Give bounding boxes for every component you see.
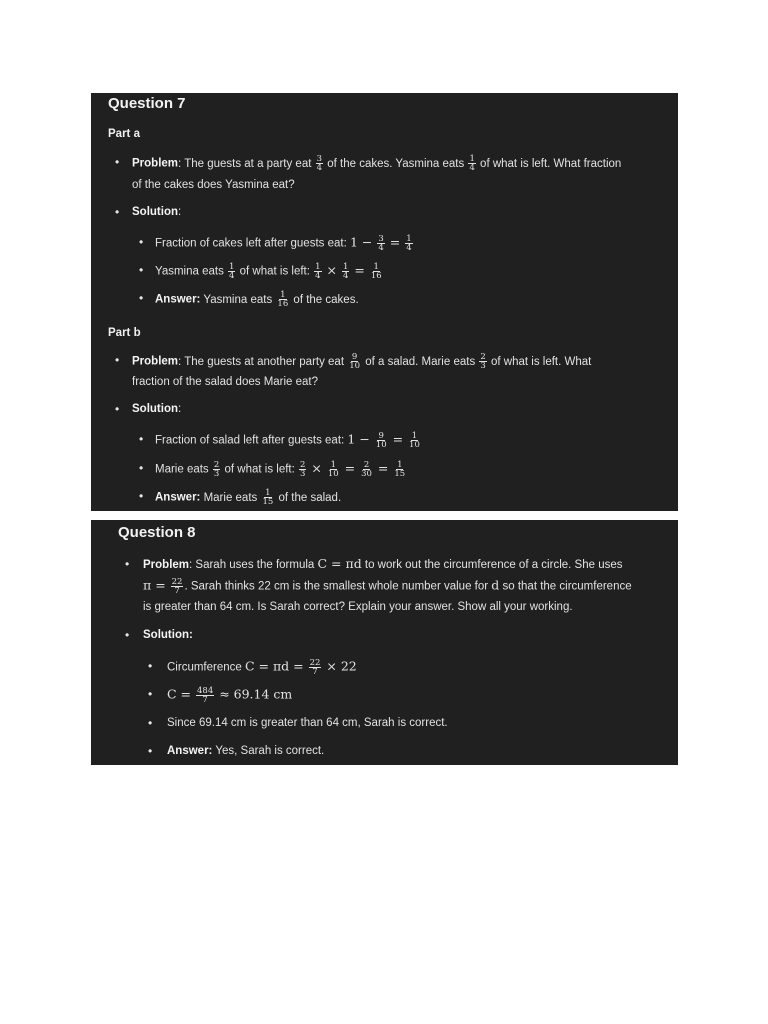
fraction [375, 432, 388, 449]
bullet-dot: • [115, 353, 120, 367]
fraction [377, 235, 384, 252]
fraction-denominator: 30 [361, 469, 372, 479]
question-7-panel [91, 93, 678, 511]
fraction-numerator: 9 [351, 352, 358, 362]
question-8-title: Question 8 [118, 524, 196, 541]
fraction-numerator: 1 [315, 262, 321, 272]
fraction-denominator: 3 [300, 469, 306, 479]
fraction-denominator: 4 [406, 243, 412, 253]
fraction-numerator: 484 [197, 686, 214, 696]
fraction-denominator: 16 [370, 271, 382, 281]
text-run: Yasmina eats [155, 265, 228, 278]
fraction-denominator: 7 [202, 695, 208, 705]
fraction-denominator: 3 [480, 361, 486, 371]
fraction-denominator: 15 [394, 469, 406, 479]
fraction [370, 263, 383, 280]
text-run: : The guests at a party eat [178, 157, 315, 170]
part-a-problem-line1 [132, 155, 621, 172]
fraction [213, 461, 220, 478]
q8-step-2 [167, 687, 292, 704]
bullet-dot: • [115, 205, 120, 219]
text-run: Yasmina eats [200, 293, 276, 306]
math-expression: C = [167, 686, 195, 702]
fraction [342, 263, 349, 280]
text-run: of the cakes. Yasmina eats [324, 157, 468, 170]
bullet-dot: • [148, 716, 153, 730]
part-a-step-1 [155, 235, 414, 252]
q8-problem-line2 [143, 578, 632, 595]
fraction-denominator: 4 [342, 271, 349, 281]
bullet-dot: • [139, 489, 144, 503]
text-run: of the cakes. [290, 293, 359, 306]
problem-label: Problem [132, 157, 179, 170]
part-b-solution-heading: Solution: [132, 403, 182, 415]
fraction-numerator: 1 [229, 262, 235, 272]
solution-label: Solution [132, 206, 178, 218]
fraction [228, 263, 235, 280]
solution-label: Solution [132, 403, 178, 415]
fraction [408, 432, 421, 449]
question-7-title: Question 7 [108, 95, 186, 112]
fraction-numerator: 1 [265, 488, 271, 498]
bullet-dot: • [115, 402, 120, 416]
question-8-panel [91, 520, 678, 765]
bullet-dot: • [139, 432, 144, 446]
fraction [316, 155, 323, 172]
solution-label: Solution [143, 629, 189, 641]
fraction-numerator: 2 [480, 352, 486, 362]
fraction-numerator: 9 [378, 431, 384, 441]
text-run: of what is left. What [487, 355, 592, 368]
fraction [405, 235, 412, 252]
fraction [171, 578, 184, 595]
part-a-problem-text [178, 154, 622, 173]
fraction [468, 155, 475, 172]
bullet-dot: • [139, 263, 144, 277]
math-expression: 1 − [347, 431, 374, 447]
math-expression: = [350, 262, 369, 278]
answer-label: Answer [155, 293, 197, 306]
math-expression: × [307, 460, 326, 476]
math-expression: C = πd [317, 556, 362, 571]
fraction-numerator: 2 [213, 460, 220, 470]
fraction [276, 291, 289, 308]
fraction-numerator: 22 [171, 577, 183, 587]
fraction-denominator: 10 [409, 440, 420, 450]
fraction-denominator: 7 [174, 586, 180, 596]
fraction [309, 659, 322, 676]
fraction-numerator: 1 [469, 154, 475, 164]
fraction-numerator: 1 [373, 262, 379, 272]
part-b-title: Part b [108, 327, 141, 339]
fraction [196, 687, 214, 704]
fraction-denominator: 10 [349, 361, 361, 371]
math-expression: C = πd = [244, 658, 308, 674]
bullet-dot: • [148, 659, 153, 673]
part-b-step-2 [155, 461, 407, 478]
fraction [479, 353, 486, 370]
q8-step-3 [167, 716, 448, 730]
part-b-answer: Answer: Marie eats $\frac{1}{15}$ of the salad. [155, 488, 342, 507]
text-run: Fraction of salad left after guests eat: [155, 434, 348, 447]
math-expression: = [373, 460, 393, 476]
math-expression: ≈ 69.14 cm [215, 686, 293, 702]
q8-step-1 [167, 659, 357, 676]
q8-problem-text-1 [189, 556, 623, 571]
problem-label: Problem [132, 355, 179, 368]
fraction-numerator: 1 [406, 234, 412, 244]
text-run: to work out the circumference of a circle. She uses [361, 559, 623, 571]
fraction [261, 489, 274, 506]
text-run: Yes, Sarah is correct. [212, 745, 325, 757]
fraction [348, 353, 361, 370]
fraction-numerator: 1 [280, 290, 286, 300]
math-expression: × 22 [322, 658, 357, 674]
bullet-dot: • [125, 557, 130, 571]
part-a-problem-line2: of the cakes does Yasmina eat? [132, 179, 295, 191]
answer-label: Answer [155, 491, 197, 504]
text-run: : The guests at another party eat [178, 355, 348, 368]
q8-solution-heading: Solution: [143, 629, 193, 641]
fraction-denominator: 4 [469, 163, 475, 173]
fraction-denominator: 4 [316, 163, 323, 173]
bullet-dot: • [139, 461, 144, 475]
bullet-dot: • [115, 155, 120, 169]
fraction-denominator: 4 [378, 243, 384, 253]
text-run: Since 69.14 cm is greater than 64 cm, Sarah is correct. [167, 717, 448, 729]
fraction [393, 461, 406, 478]
fraction-numerator: 1 [411, 431, 418, 441]
fraction-numerator: 1 [330, 460, 336, 470]
fraction-denominator: 4 [315, 271, 321, 281]
fraction-denominator: 4 [229, 271, 235, 281]
part-b-problem-line1 [132, 353, 591, 370]
bullet-dot: • [148, 744, 153, 758]
bullet-dot: • [148, 687, 153, 701]
text-run: Fraction of cakes left after guests eat: [155, 237, 350, 250]
math-expression: 1 − [349, 234, 377, 250]
fraction [327, 461, 340, 478]
q8-answer: Answer: Yes, Sarah is correct. [167, 745, 325, 757]
text-run: of what is left. What fraction [476, 157, 622, 170]
part-b-problem-line2: fraction of the salad does Marie eat? [132, 376, 319, 388]
q8-problem-line3: is greater than 64 cm. Is Sarah correct? Explain your answer. Show all your working. [143, 601, 573, 613]
math-expression: = [388, 431, 408, 447]
text-run: of what is left: [236, 265, 314, 278]
part-a-answer: Answer: Yasmina eats $\frac{1}{16}$ of the cakes. [155, 290, 359, 309]
bullet-dot: • [139, 235, 144, 249]
answer-label: Answer [167, 745, 209, 757]
problem-label: Problem [143, 559, 190, 571]
fraction [299, 461, 306, 478]
fraction-numerator: 22 [309, 658, 321, 668]
bullet-dot: • [139, 291, 144, 305]
part-b-problem-text [178, 352, 592, 371]
fraction-denominator: 10 [375, 440, 387, 450]
fraction-numerator: 3 [378, 234, 384, 244]
math-expression: = [385, 234, 405, 250]
q8-problem-line1 [143, 557, 623, 572]
fraction-numerator: 2 [363, 460, 370, 470]
fraction [314, 263, 321, 280]
fraction [360, 461, 373, 478]
fraction-denominator: 3 [213, 469, 220, 479]
fraction-numerator: 2 [300, 460, 306, 470]
fraction-numerator: 1 [342, 262, 349, 272]
math-expression: d [491, 577, 500, 593]
text-run: of what is left: [221, 463, 299, 476]
text-run: Circumference [167, 661, 245, 674]
text-run: Marie eats [155, 463, 212, 476]
math-expression: = [340, 460, 360, 476]
text-run: Marie eats [200, 491, 261, 504]
part-a-step-2 [155, 263, 384, 280]
text-run: of the salad. [275, 491, 342, 504]
part-b-step-1 [155, 432, 422, 449]
fraction-numerator: 3 [316, 154, 323, 164]
fraction-denominator: 16 [277, 299, 289, 309]
text-run: of a salad. Marie eats [362, 355, 479, 368]
bullet-dot: • [125, 628, 130, 642]
text-run: so that the circumference [499, 580, 632, 593]
math-expression: π = [143, 577, 170, 593]
fraction-denominator: 10 [327, 469, 339, 479]
fraction-numerator: 1 [397, 460, 403, 470]
fraction-denominator: 15 [262, 497, 274, 507]
part-a-title: Part a [108, 128, 140, 140]
text-run: . Sarah thinks 22 cm is the smallest whole number value for [184, 580, 492, 593]
math-expression: × [322, 262, 341, 278]
q8-answer-text [212, 745, 324, 757]
fraction-denominator: 7 [312, 667, 318, 677]
part-a-solution-heading: Solution: [132, 206, 182, 218]
text-run: : Sarah uses the formula [189, 559, 318, 571]
